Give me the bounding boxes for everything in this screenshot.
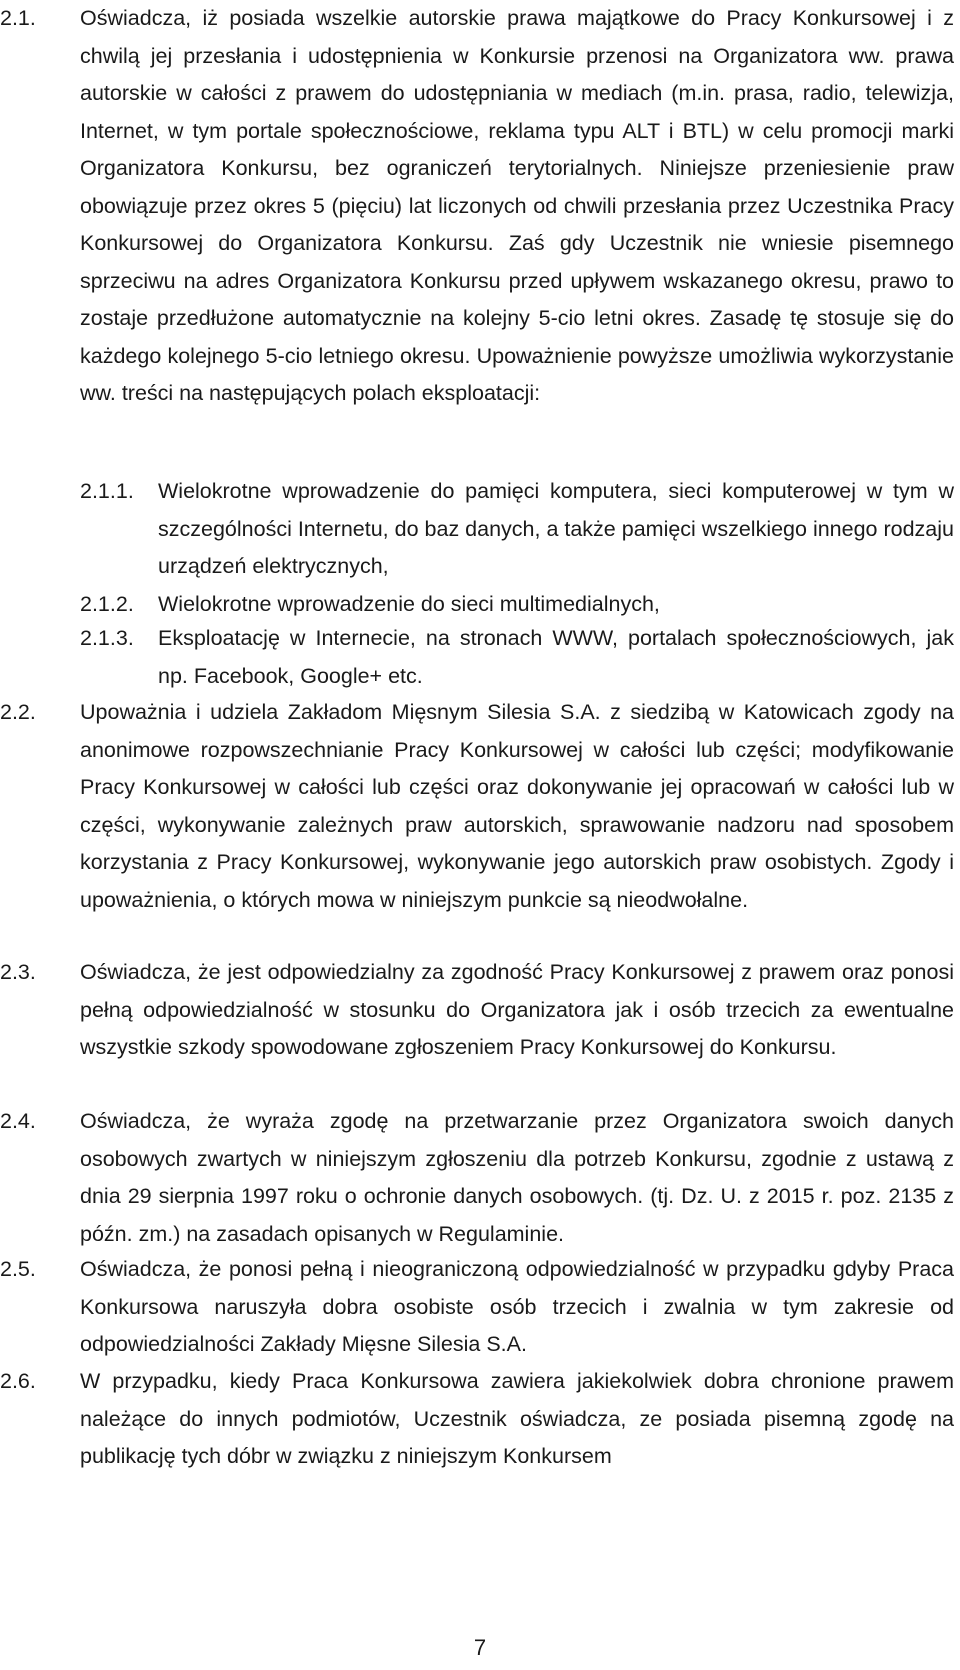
section-number: 2.5. (0, 1257, 36, 1281)
subsection-number: 2.1.3. (80, 626, 134, 650)
section-number: 2.6. (0, 1369, 36, 1393)
section-number: 2.2. (0, 700, 36, 724)
section-number: 2.3. (0, 960, 36, 984)
subsection-text: Wielokrotne wprowadzenie do sieci multimedialnych, (158, 592, 660, 616)
page-number: 7 (473, 1635, 487, 1660)
subsection-text: Wielokrotne wprowadzenie do pamięci komputera, sieci komputerowej w tym w szczególności Internetu, do baz danych, a także pamięci wszelkiego innego rodzaju urządzeń elektrycznych, (158, 479, 954, 578)
section-text: Oświadcza, że wyraża zgodę na przetwarzanie przez Organizatora swoich danych osobowych zwartych w niniejszym zgłoszeniu dla potrzeb Konkursu, zgodnie z ustawą z dnia 29 sierpnia 1997 roku o ochronie danych osobowych. (tj. Dz. U. z 2015 r. poz. 2135 z późn. zm.) na zasadach opisanych w Regulaminie. (80, 1109, 954, 1246)
section-text: Oświadcza, iż posiada wszelkie autorskie prawa majątkowe do Pracy Konkursowej i z chwilą jej przesłania i udostępnienia w Konkursie przenosi na Organizatora ww. prawa autorskie w całości z prawem do udostępniania w mediach (m.in. prasa, radio, telewizja, Internet, w tym portale społecznościowe, reklama typu ALT i BTL) w celu promocji marki Organizatora Konkursu, bez ograniczeń terytorialnych. Niniejsze przeniesienie praw obowiązuje przez okres 5 (pięciu) lat liczonych od chwili przesłania przez Uczestnika Pracy Konkursowej do Organizatora Konkursu. Zaś gdy Uczestnik nie wniesie pisemnego sprzeciwu na adres Organizatora Konkursu przed upływem wskazanego okresu, prawo to zostaje przedłużone automatycznie na kolejny 5-cio letni okres. Zasadę tę stosuje się do każdego kolejnego 5-cio letniego okresu. Upoważnienie powyższe umożliwia wykorzystanie ww. treści na następujących polach eksploatacji: (80, 6, 954, 405)
subsection-number: 2.1.1. (80, 479, 134, 503)
section-text: Upoważnia i udziela Zakładom Mięsnym Silesia S.A. z siedzibą w Katowicach zgody na anonimowe rozpowszechnianie Pracy Konkursowej w całości lub części; modyfikowanie Pracy Konkursowej w całości lub części oraz dokonywanie jej opracowań w całości lub w części, wykonywanie zależnych praw autorskich, sprawowanie nadzoru nad sposobem korzystania z Pracy Konkursowej, wykonywanie jego autorskich praw osobistych. Zgody i upoważnienia, o których mowa w niniejszym punkcie są nieodwołalne. (80, 700, 954, 912)
section-text: Oświadcza, że ponosi pełną i nieograniczoną odpowiedzialność w przypadku gdyby Praca Konkursowa naruszyła dobra osobiste osób trzecich i zwalnia w tym zakresie od odpowiedzialności Zakłady Mięsne Silesia S.A. (80, 1257, 954, 1356)
section-number: 2.1. (0, 6, 36, 30)
subsection-number: 2.1.2. (80, 592, 134, 616)
subsection-text: Eksploatację w Internecie, na stronach WWW, portalach społecznościowych, jak np. Facebook, Google+ etc. (158, 626, 954, 688)
section-text: W przypadku, kiedy Praca Konkursowa zawiera jakiekolwiek dobra chronione prawem należące do innych podmiotów, Uczestnik oświadcza, ze posiada pisemną zgodę na publikację tych dóbr w związku z niniejszym Konkursem (80, 1369, 954, 1468)
section-number: 2.4. (0, 1109, 36, 1133)
section-text: Oświadcza, że jest odpowiedzialny za zgodność Pracy Konkursowej z prawem oraz ponosi pełną odpowiedzialność w stosunku do Organizatora jak i osób trzecich za ewentualne wszystkie szkody spowodowane zgłoszeniem Pracy Konkursowej do Konkursu. (80, 960, 954, 1059)
